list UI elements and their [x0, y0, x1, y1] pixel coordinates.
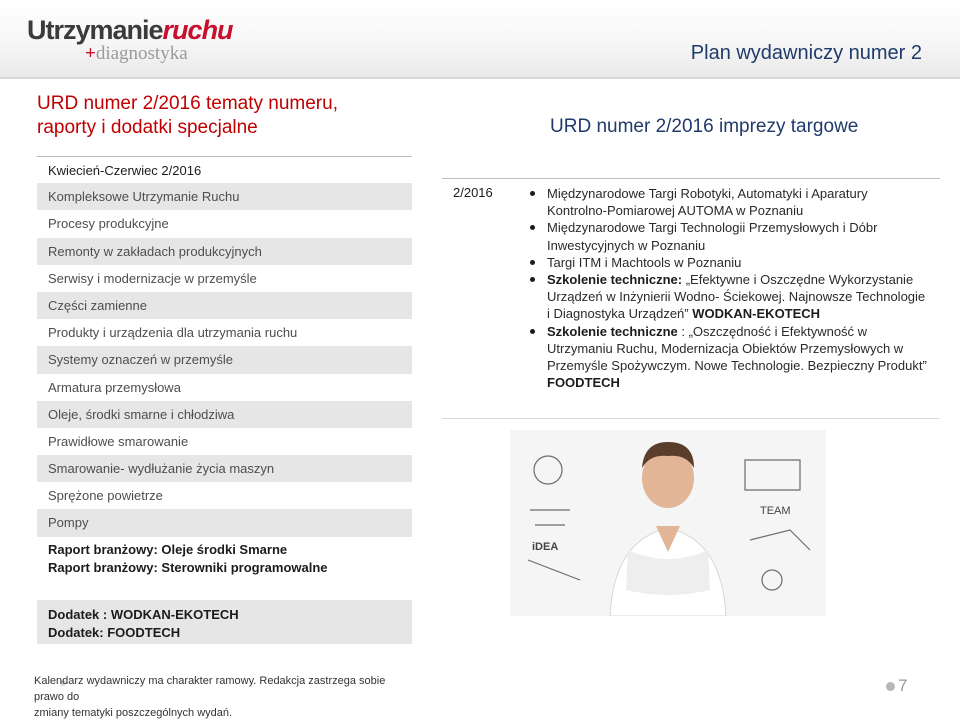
issue-number: 2/2016 [453, 185, 493, 200]
logo-wordmark: Utrzymanieruchu [27, 15, 233, 45]
board-text: TEAM [760, 505, 791, 517]
topic-item: Serwisy i modernizacje w przemyśle [48, 270, 257, 286]
topics-heading: URD numer 2/2016 tematy numeru, raporty i dodatki specjalne [37, 93, 338, 138]
topic-item: Produkty i urządzenia dla utrzymania ruchu [48, 325, 298, 341]
addendum-item: Dodatek : WODKAN-EKOTECH [48, 607, 239, 622]
board-text: iDEA [532, 541, 559, 553]
fair-item: Międzynarodowe Targi Technologii Przemysłowych i Dóbr Inwestycyjnych w Poznaniu [528, 219, 928, 253]
report-item: Raport branżowy: Sterowniki programowalne [48, 560, 328, 575]
photo-illustration [510, 430, 826, 616]
industry-reports [37, 541, 412, 577]
training-item: Szkolenie techniczne: „Efektywne i Oszczędne Wykorzystanie Urządzeń w Inżynierii Wodno- Ściekowej. Najnowsze Technologie i Diagnostyka Urządzeń” WODKAN-EKOTECH [528, 271, 928, 323]
topic-item: Oleje, środki smarne i chłodziwa [37, 401, 412, 428]
topic-item: Remonty w zakładach produkcyjnych [37, 238, 412, 265]
header-divider [0, 77, 960, 79]
topic-item: Części zamienne [37, 292, 412, 319]
fairs-list [528, 185, 928, 391]
topic-item: Sprężone powietrze [48, 488, 163, 504]
business-man-photo [510, 430, 826, 616]
footer-note: Kalendarz wydawniczy ma charakter ramowy. Redakcja zastrzega sobie prawo do zmiany tematyki poszczególnych wydań. [34, 675, 386, 719]
publication-logo [27, 15, 247, 65]
topics-period-header: Kwiecień-Czerwiec 2/2016 [37, 156, 412, 183]
topic-item: Kompleksowe Utrzymanie Ruchu [37, 183, 412, 210]
fairs-bottom-divider [442, 418, 940, 419]
report-item: Raport branżowy: Oleje środki Smarne [48, 542, 288, 557]
page-number: 7 [886, 676, 907, 696]
topic-item: Systemy oznaczeń w przemyśle [37, 346, 412, 373]
page-dot-icon [886, 682, 895, 691]
plan-title: Plan wydawniczy numer 2 [690, 42, 922, 64]
fair-item: Międzynarodowe Targi Robotyki, Automatyki i Aparatury Kontrolno-Pomiarowej AUTOMA w Poznaniu [528, 185, 928, 219]
addendum-item: Dodatek: FOODTECH [48, 625, 181, 640]
logo-subtitle: +diagnostyka [85, 43, 188, 64]
topic-item: Pompy [37, 509, 412, 536]
training-item: Szkolenie techniczne : „Oszczędność i Efektywność w Utrzymaniu Ruchu, Modernizacja Obiektów Przemysłowych w Przemyśle Spożywczym. Nowe Technologie. Bezpieczny Produkt” FOODTECH [528, 323, 928, 392]
fair-item: Targi ITM i Machtools w Poznaniu [528, 254, 928, 271]
topics-list [37, 156, 412, 537]
topic-item: Smarowanie- wydłużanie życia maszyn [37, 455, 412, 482]
fairs-top-divider [442, 178, 940, 179]
topic-item: Armatura przemysłowa [48, 379, 181, 395]
topic-item: Prawidłowe smarowanie [48, 433, 189, 449]
addenda-box [37, 600, 412, 644]
fairs-heading: URD numer 2/2016 imprezy targowe [550, 116, 859, 137]
topic-item: Procesy produkcyjne [48, 216, 169, 232]
